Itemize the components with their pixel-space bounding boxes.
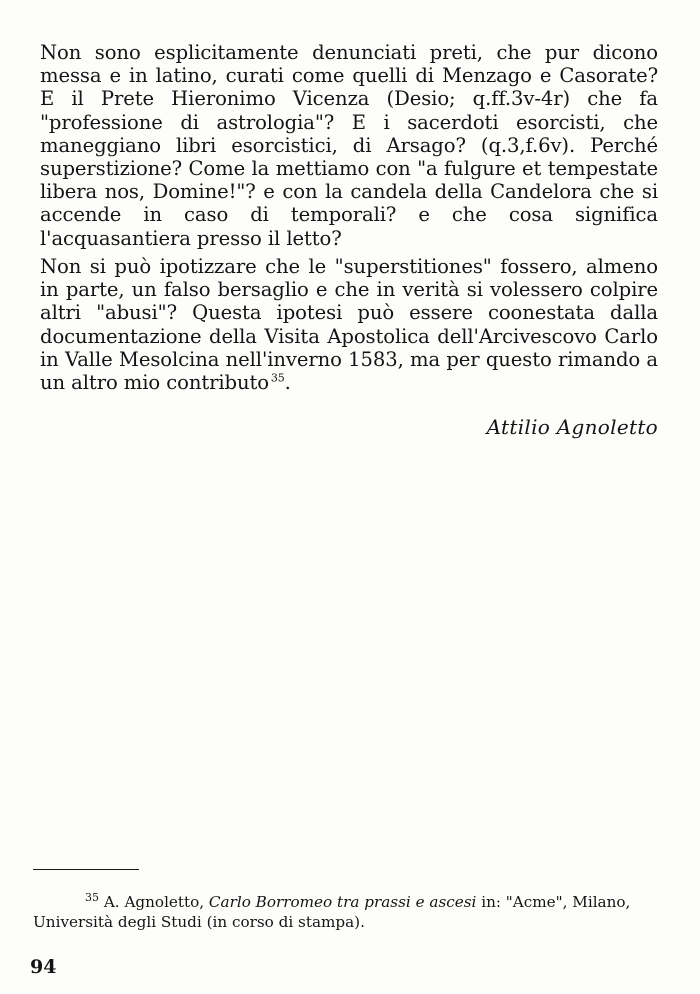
footnote-author: A. Agnoletto, bbox=[103, 893, 205, 911]
paragraph-end: . bbox=[284, 371, 291, 395]
footnote-rest: in: "Acme", Milano, Università degli Studi (in corso di stampa). bbox=[33, 893, 631, 931]
author-signature: Attilio Agnoletto bbox=[486, 415, 658, 439]
footnote-title: Carlo Borromeo tra prassi e ascesi bbox=[208, 893, 477, 911]
page-number: 94 bbox=[30, 956, 57, 978]
footnote-reference[interactable]: 35 bbox=[270, 371, 285, 385]
footnote-separator bbox=[33, 869, 139, 870]
body-paragraph: Non sono esplicitamente denunciati preti, che pur dicono messa e in latino, curati come quelli di Menzago e Casorate? E il Prete Hieronimo Vicenza (Desio; q.ff.3v-4r) che fa "professione di astrologia"? E i sacerdoti esorcisti, che maneggiano libri esorcistici, di Arsago? (q.3,f.6v). Perché superstizione? Come la mettiamo con "a fulgure et tempestate libera nos, Domine!"? e con la candela della Candelora che si accende in caso di temporali? e che cosa significa l'acquasantiera presso il letto? bbox=[40, 41, 658, 250]
body-paragraph bbox=[40, 255, 658, 394]
paragraph-text: Non si può ipotizzare che le "superstitiones" fossero, almeno in parte, un falso bersaglio e che in verità si volessero colpire altri "abusi"? Questa ipotesi può essere coonestata dalla documentazione della Visita Apostolica dell'Arcivescovo Carlo in Valle Mesolcina nell'inverno 1583, ma per questo rimando a un altro mio contributo bbox=[40, 255, 658, 395]
footnote bbox=[33, 892, 660, 932]
footnote-number: 35 bbox=[85, 890, 99, 904]
